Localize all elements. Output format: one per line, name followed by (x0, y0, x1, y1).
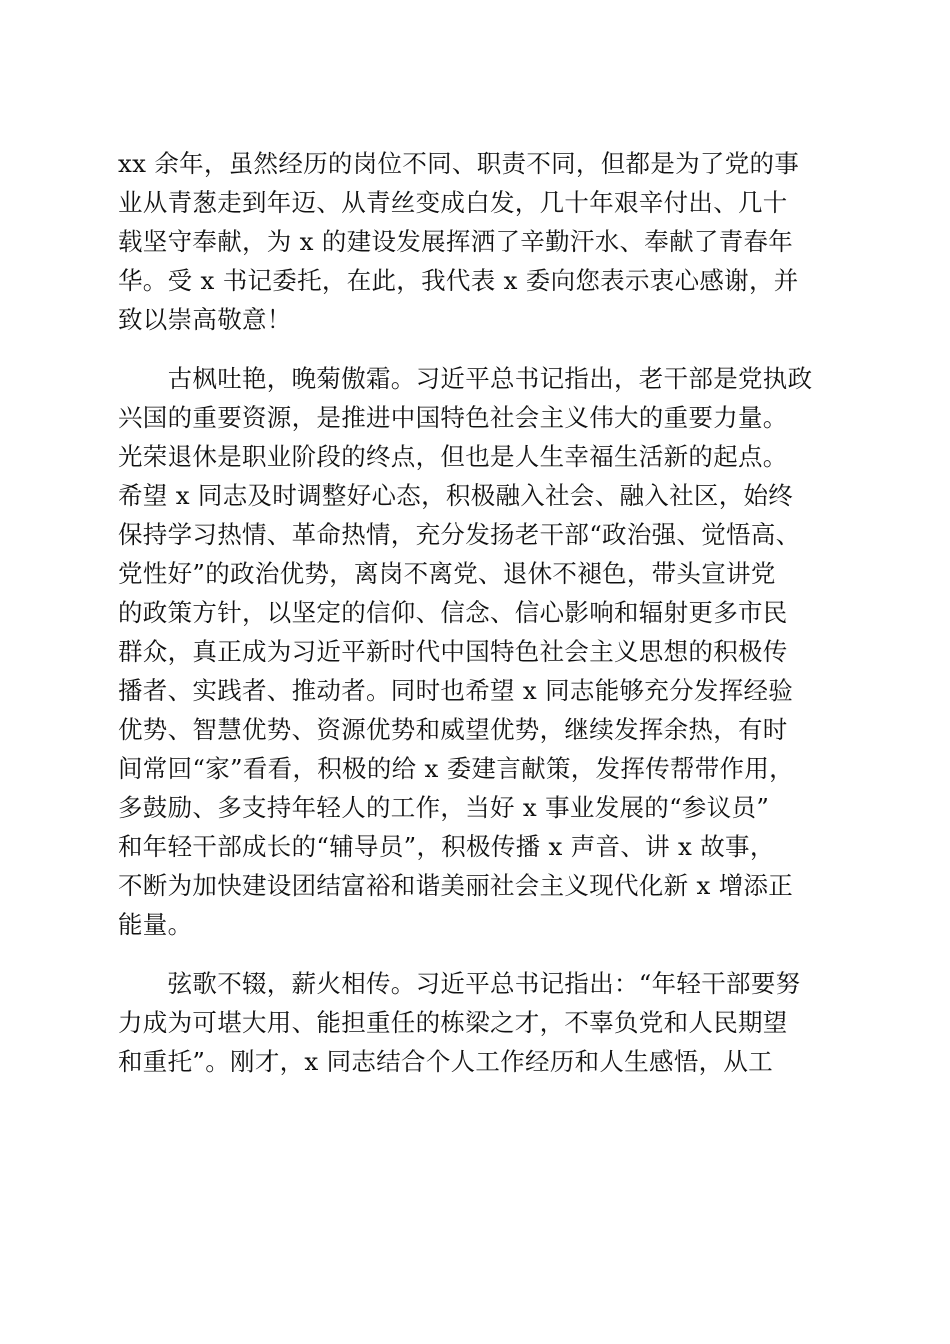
paragraph-3 (118, 964, 846, 1081)
text-line: 业从青葱走到年迈、从青丝变成白发，几十年艰辛付出、几十 (118, 188, 788, 217)
text-line: 优势、智慧优势、资源优势和威望优势，继续发挥余热，有时 (118, 715, 788, 744)
text-line: 不断为加快建设团结富裕和谐美丽社会主义现代化新 x 增添正 (118, 871, 794, 900)
text-line: 间常回“家”看看，积极的给 x 委建言献策，发挥传帮带作用， (118, 754, 794, 783)
paragraph-spacer (118, 339, 846, 359)
text-line: 光荣退休是职业阶段的终点，但也是人生幸福生活新的起点。 (118, 442, 788, 471)
text-line: 载坚守奉献，为 x 的建设发展挥洒了辛勤汗水、奉献了青春年 (118, 227, 794, 256)
text-line: 力成为可堪大用、能担重任的栋梁之才，不辜负党和人民期望 (118, 1008, 788, 1037)
text-line: 群众，真正成为习近平新时代中国特色社会主义思想的积极传 (118, 637, 788, 666)
text-line: 能量。 (118, 910, 193, 939)
text-line: 兴国的重要资源，是推进中国特色社会主义伟大的重要力量。 (118, 403, 788, 432)
text-line: 和重托”。刚才，x 同志结合个人工作经历和人生感悟，从工 (118, 1047, 774, 1076)
text-line: 古枫吐艳，晚菊傲霜。习近平总书记指出，老干部是党执政 (118, 364, 813, 393)
text-line: 弦歌不辍，薪火相传。习近平总书记指出：“年轻干部要努 (118, 969, 801, 998)
text-line: 的政策方针，以坚定的信仰、信念、信心影响和辐射更多市民 (118, 598, 788, 627)
text-line: 华。受 x 书记委托，在此，我代表 x 委向您表示衷心感谢，并 (118, 266, 799, 295)
text-line: 播者、实践者、推动者。同时也希望 x 同志能够充分发挥经验 (118, 676, 794, 705)
text-line: xx 余年，虽然经历的岗位不同、职责不同，但都是为了党的事 (118, 149, 800, 178)
paragraph-1 (118, 144, 846, 339)
text-line: 保持学习热情、革命热情，充分发扬老干部“政治强、觉悟高、 (118, 520, 801, 549)
paragraph-2 (118, 359, 846, 944)
text-line: 致以崇高敬意！ (118, 305, 292, 334)
text-line: 党性好”的政治优势，离岗不离党、退休不褪色，带头宣讲党 (118, 559, 776, 588)
paragraph-spacer (118, 944, 846, 964)
text-line: 多鼓励、多支持年轻人的工作，当好 x 事业发展的“参议员” (118, 793, 770, 822)
text-line: 希望 x 同志及时调整好心态，积极融入社会、融入社区，始终 (118, 481, 794, 510)
document-body (118, 144, 846, 1081)
text-line: 和年轻干部成长的“辅导员”，积极传播 x 声音、讲 x 故事， (118, 832, 775, 861)
